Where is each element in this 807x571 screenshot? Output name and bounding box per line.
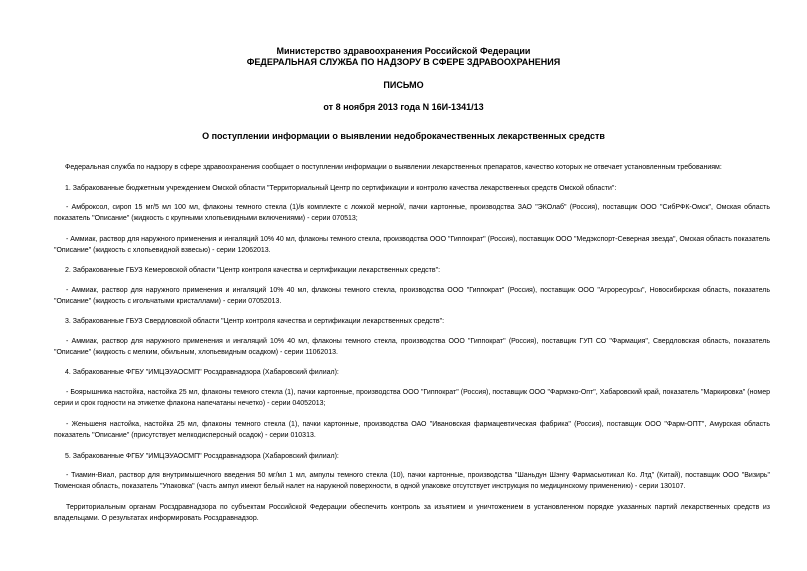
closing-paragraph: Территориальным органам Росздравнадзора по субъектам Российской Федерации обеспечить контроль за изъятием и уничтожением в установленном порядке указанных партий лекарственных средств из владельцами. О результатах информировать Росздравнадзор. xyxy=(54,504,770,522)
document-date-number: от 8 ноября 2013 года N 16И-1341/13 xyxy=(323,102,484,112)
section-3-title: 3. Забракованные ГБУЗ Свердловской области "Центр контроля качества и сертификации лекарственных средств": xyxy=(65,318,445,325)
section-3-item-1: - Аммиак, раствор для наружного применения и ингаляций 10% 40 мл, флаконы темного стекла, производства ООО "Гиппократ" (Россия), поставщик ГУП СО "Фармация", Свердловская область, показатель "Описание" (жидкость с мелким, обильным, хлопьевидным осадком) - серии 11062013. xyxy=(54,338,770,356)
service-name: ФЕДЕРАЛЬНАЯ СЛУЖБА ПО НАДЗОРУ В СФЕРЕ ЗДРАВООХРАНЕНИЯ xyxy=(246,57,561,67)
section-1-title: 1. Забракованные бюджетным учреждением Омской области "Территориальный Центр по сертификации и контролю качества лекарственных средств Омской области": xyxy=(65,185,617,192)
section-1-item-1: - Амброксол, сироп 15 мг/5 мл 100 мл, флаконы темного стекла (1)/в комплекте с ложкой мерной/, пачки картонные, производства ЗАО "ЭКОлаб" (Россия), поставщик ООО "СибРФК-Омск", Омская область показатель "Описание" (жидкость с крупными хлопьевидными включениями) - серии 070513; xyxy=(54,204,770,222)
section-4-item-2: - Женьшеня настойка, настойка 25 мл, флаконы темного стекла (1), пачки картонные, производства ОАО "Ивановская фармацевтическая фабрика" (Россия), поставщик ООО "Фарм-ОПТ", Амурская область показатель "Описание" (присутствует мелкодисперсный осадок) - серии 010313. xyxy=(54,421,770,439)
document-type: ПИСЬМО xyxy=(383,80,424,90)
document-subject: О поступлении информации о выявлении недоброкачественных лекарственных средств xyxy=(202,131,605,141)
section-5-item-1: - Тиамин-Виал, раствор для внутримышечного введения 50 мг/мл 1 мл, ампулы темного стекла (10), пачки картонные, производства "Шаньдун Шэнгу Фармасьютикал Ко. Лтд" (Китай), поставщик ООО "Визирь" Тюменская область, показатель "Упаковка" (часть ампул имеют белый налет на наружной поверхности, в одной упаковке отсутствует инструкция по медицинскому применению) - серии 130107. xyxy=(54,472,770,490)
section-2-item-1: - Аммиак, раствор для наружного применения и ингаляций 10% 40 мл, флаконы темного стекла, производства ООО "Гиппократ" (Россия), поставщик ООО "Агроресурсы", Новосибирская область, показатель "Описание" (жидкость с игольчатыми кристаллами) - серии 07052013. xyxy=(54,287,770,305)
section-1-item-2: - Аммиак, раствор для наружного применения и ингаляций 10% 40 мл, флаконы темного стекла, производства ООО "Гиппократ" (Россия), поставщик ООО "Медэкспорт-Северная звезда", Омская область показатель "Описание" (жидкость с хлопьевидной взвесью) - серии 12062013. xyxy=(54,236,770,254)
section-5-title: 5. Забракованные ФГБУ "ИМЦЭУАОСМП" Росздравнадзора (Хабаровский филиал): xyxy=(65,453,339,460)
section-2-title: 2. Забракованные ГБУЗ Кемеровской области "Центр контроля качества и сертификации лекарственных средств": xyxy=(65,267,441,274)
intro-paragraph: Федеральная служба по надзору в сфере здравоохранения сообщает о поступлении информации о выявлении лекарственных препаратов, качество которых не отвечает установленным требованиям: xyxy=(65,164,722,171)
section-4-item-1: - Боярышника настойка, настойка 25 мл, флаконы темного стекла (1), пачки картонные, производства ООО "Гиппократ" (Россия), поставщик ООО "Фармэко-Опт", Хабаровский край, показатель "Маркировка" (номер серии и срок годности на этикетке флакона напечатаны нечетко) - серии 04052013; xyxy=(54,389,770,407)
section-4-title: 4. Забракованные ФГБУ "ИМЦЭУАОСМП" Росздравнадзора (Хабаровский филиал): xyxy=(65,369,339,376)
ministry-name: Министерство здравоохранения Российской Федерации xyxy=(276,46,531,56)
